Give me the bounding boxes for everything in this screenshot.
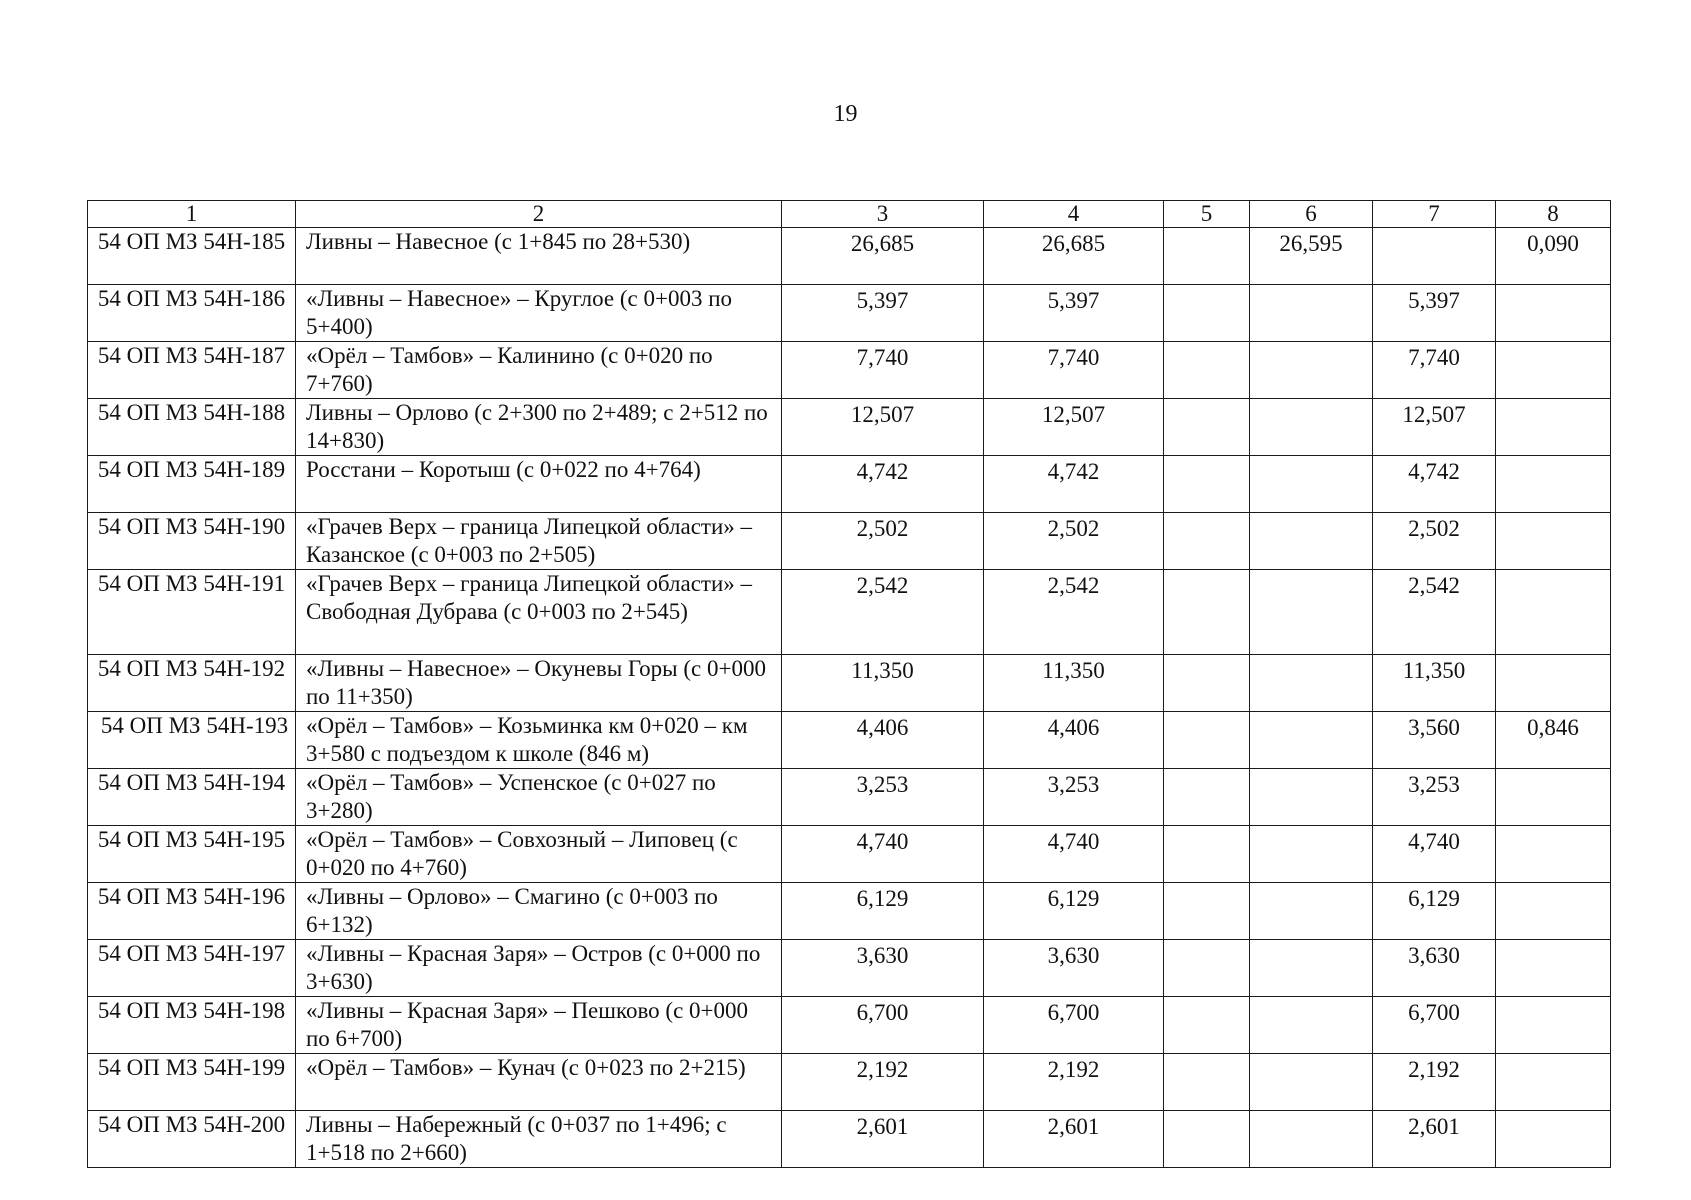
cell-col-3: 6,129 [782,883,984,940]
table-row [88,769,1611,826]
cell-col-7: 3,253 [1373,769,1496,826]
header-col-5: 5 [1164,201,1250,228]
table-row [88,1111,1611,1168]
cell-col-8 [1496,940,1611,997]
cell-col-6 [1250,826,1373,883]
cell-col-7: 7,740 [1373,342,1496,399]
cell-col-8 [1496,1111,1611,1168]
table-row [88,342,1611,399]
cell-col-7: 12,507 [1373,399,1496,456]
cell-col-5 [1164,655,1250,712]
header-col-6: 6 [1250,201,1373,228]
road-name: «Орёл – Тамбов» – Кунач (с 0+023 по 2+215) [296,1054,782,1111]
cell-col-4: 2,601 [984,1111,1164,1168]
cell-col-7: 6,700 [1373,997,1496,1054]
table-row [88,826,1611,883]
cell-col-8 [1496,399,1611,456]
cell-col-7: 2,601 [1373,1111,1496,1168]
cell-col-7: 4,740 [1373,826,1496,883]
cell-col-4: 5,397 [984,285,1164,342]
cell-col-4: 6,700 [984,997,1164,1054]
road-code: 54 ОП МЗ 54Н-198 [88,997,296,1054]
cell-col-3: 3,253 [782,769,984,826]
cell-col-8 [1496,1054,1611,1111]
cell-col-4: 6,129 [984,883,1164,940]
road-name: «Ливны – Навесное» – Круглое (с 0+003 по 5+400) [296,285,782,342]
cell-col-4: 2,192 [984,1054,1164,1111]
cell-col-8: 0,846 [1496,712,1611,769]
road-name: «Ливны – Навесное» – Окуневы Горы (с 0+000 по 11+350) [296,655,782,712]
cell-col-6 [1250,456,1373,513]
road-name: Ливны – Набережный (с 0+037 по 1+496; с 1+518 по 2+660) [296,1111,782,1168]
cell-col-7: 3,630 [1373,940,1496,997]
cell-col-4: 3,630 [984,940,1164,997]
road-name: «Грачев Верх – граница Липецкой области» – Казанское (с 0+003 по 2+505) [296,513,782,570]
cell-col-6 [1250,997,1373,1054]
header-row [88,201,1611,228]
cell-col-3: 4,740 [782,826,984,883]
cell-col-4: 7,740 [984,342,1164,399]
cell-col-8 [1496,826,1611,883]
cell-col-4: 2,542 [984,570,1164,655]
cell-col-3: 26,685 [782,228,984,285]
road-name: «Орёл – Тамбов» – Калинино (с 0+020 по 7+760) [296,342,782,399]
cell-col-6 [1250,399,1373,456]
cell-col-6 [1250,570,1373,655]
cell-col-4: 11,350 [984,655,1164,712]
header-col-4: 4 [984,201,1164,228]
cell-col-5 [1164,342,1250,399]
road-code: 54 ОП МЗ 54Н-200 [88,1111,296,1168]
cell-col-6: 26,595 [1250,228,1373,285]
cell-col-4: 26,685 [984,228,1164,285]
cell-col-5 [1164,826,1250,883]
road-name: Ливны – Орлово (с 2+300 по 2+489; с 2+512 по 14+830) [296,399,782,456]
cell-col-3: 4,742 [782,456,984,513]
road-name: «Грачев Верх – граница Липецкой области» – Свободная Дубрава (с 0+003 по 2+545) [296,570,782,655]
road-name: «Ливны – Красная Заря» – Пешково (с 0+000 по 6+700) [296,997,782,1054]
cell-col-4: 3,253 [984,769,1164,826]
cell-col-3: 4,406 [782,712,984,769]
cell-col-8 [1496,285,1611,342]
header-col-8: 8 [1496,201,1611,228]
road-name: «Ливны – Орлово» – Смагино (с 0+003 по 6+132) [296,883,782,940]
table-header [88,201,1611,228]
header-col-7: 7 [1373,201,1496,228]
cell-col-8 [1496,342,1611,399]
cell-col-6 [1250,1054,1373,1111]
cell-col-4: 4,740 [984,826,1164,883]
cell-col-5 [1164,712,1250,769]
cell-col-3: 11,350 [782,655,984,712]
cell-col-6 [1250,712,1373,769]
cell-col-4: 4,406 [984,712,1164,769]
header-col-1: 1 [88,201,296,228]
cell-col-3: 7,740 [782,342,984,399]
table-body [88,228,1611,1168]
road-code: 54 ОП МЗ 54Н-185 [88,228,296,285]
road-code: 54 ОП МЗ 54Н-192 [88,655,296,712]
table-row [88,399,1611,456]
cell-col-6 [1250,769,1373,826]
cell-col-6 [1250,1111,1373,1168]
table-row [88,228,1611,285]
cell-col-6 [1250,513,1373,570]
road-code: 54 ОП МЗ 54Н-195 [88,826,296,883]
road-code: 54 ОП МЗ 54Н-190 [88,513,296,570]
header-col-3: 3 [782,201,984,228]
table-row [88,883,1611,940]
table-row [88,655,1611,712]
road-code: 54 ОП МЗ 54Н-189 [88,456,296,513]
road-code: 54 ОП МЗ 54Н-188 [88,399,296,456]
road-code: 54 ОП МЗ 54Н-186 [88,285,296,342]
cell-col-5 [1164,940,1250,997]
cell-col-8 [1496,513,1611,570]
road-name: Ливны – Навесное (с 1+845 по 28+530) [296,228,782,285]
table-row [88,513,1611,570]
cell-col-5 [1164,456,1250,513]
cell-col-3: 12,507 [782,399,984,456]
cell-col-8 [1496,997,1611,1054]
road-name: «Орёл – Тамбов» – Козьминка км 0+020 – км 3+580 с подъездом к школе (846 м) [296,712,782,769]
road-code: 54 ОП МЗ 54Н-199 [88,1054,296,1111]
cell-col-6 [1250,342,1373,399]
cell-col-7: 2,502 [1373,513,1496,570]
road-code: 54 ОП МЗ 54Н-191 [88,570,296,655]
cell-col-3: 2,601 [782,1111,984,1168]
road-code: 54 ОП МЗ 54Н-196 [88,883,296,940]
cell-col-8 [1496,655,1611,712]
cell-col-6 [1250,285,1373,342]
cell-col-7: 5,397 [1373,285,1496,342]
cell-col-7: 2,542 [1373,570,1496,655]
page-number: 19 [833,101,858,127]
table-row [88,940,1611,997]
cell-col-8 [1496,456,1611,513]
cell-col-7: 4,742 [1373,456,1496,513]
cell-col-3: 2,542 [782,570,984,655]
cell-col-7: 3,560 [1373,712,1496,769]
cell-col-5 [1164,570,1250,655]
cell-col-3: 6,700 [782,997,984,1054]
table-row [88,285,1611,342]
cell-col-7: 2,192 [1373,1054,1496,1111]
road-name: «Орёл – Тамбов» – Совхозный – Липовец (с 0+020 по 4+760) [296,826,782,883]
cell-col-5 [1164,1111,1250,1168]
cell-col-7: 11,350 [1373,655,1496,712]
cell-col-8 [1496,883,1611,940]
cell-col-5 [1164,285,1250,342]
cell-col-6 [1250,940,1373,997]
road-name: «Орёл – Тамбов» – Успенское (с 0+027 по 3+280) [296,769,782,826]
cell-col-4: 4,742 [984,456,1164,513]
cell-col-7: 6,129 [1373,883,1496,940]
cell-col-4: 12,507 [984,399,1164,456]
cell-col-4: 2,502 [984,513,1164,570]
road-name: Росстани – Коротыш (с 0+022 по 4+764) [296,456,782,513]
cell-col-8 [1496,769,1611,826]
table-row [88,712,1611,769]
cell-col-7 [1373,228,1496,285]
cell-col-5 [1164,228,1250,285]
road-code: 54 ОП МЗ 54Н-193 [88,712,296,769]
cell-col-6 [1250,883,1373,940]
cell-col-8: 0,090 [1496,228,1611,285]
road-code: 54 ОП МЗ 54Н-194 [88,769,296,826]
cell-col-5 [1164,399,1250,456]
cell-col-3: 2,192 [782,1054,984,1111]
header-col-2: 2 [296,201,782,228]
cell-col-3: 5,397 [782,285,984,342]
table-row [88,570,1611,655]
cell-col-5 [1164,997,1250,1054]
cell-col-3: 3,630 [782,940,984,997]
cell-col-5 [1164,513,1250,570]
cell-col-5 [1164,769,1250,826]
cell-col-5 [1164,1054,1250,1111]
cell-col-3: 2,502 [782,513,984,570]
roads-table [87,200,1611,1168]
cell-col-6 [1250,655,1373,712]
cell-col-5 [1164,883,1250,940]
road-name: «Ливны – Красная Заря» – Остров (с 0+000 по 3+630) [296,940,782,997]
cell-col-8 [1496,570,1611,655]
table-row [88,456,1611,513]
road-code: 54 ОП МЗ 54Н-197 [88,940,296,997]
road-code: 54 ОП МЗ 54Н-187 [88,342,296,399]
table-row [88,1054,1611,1111]
table-row [88,997,1611,1054]
